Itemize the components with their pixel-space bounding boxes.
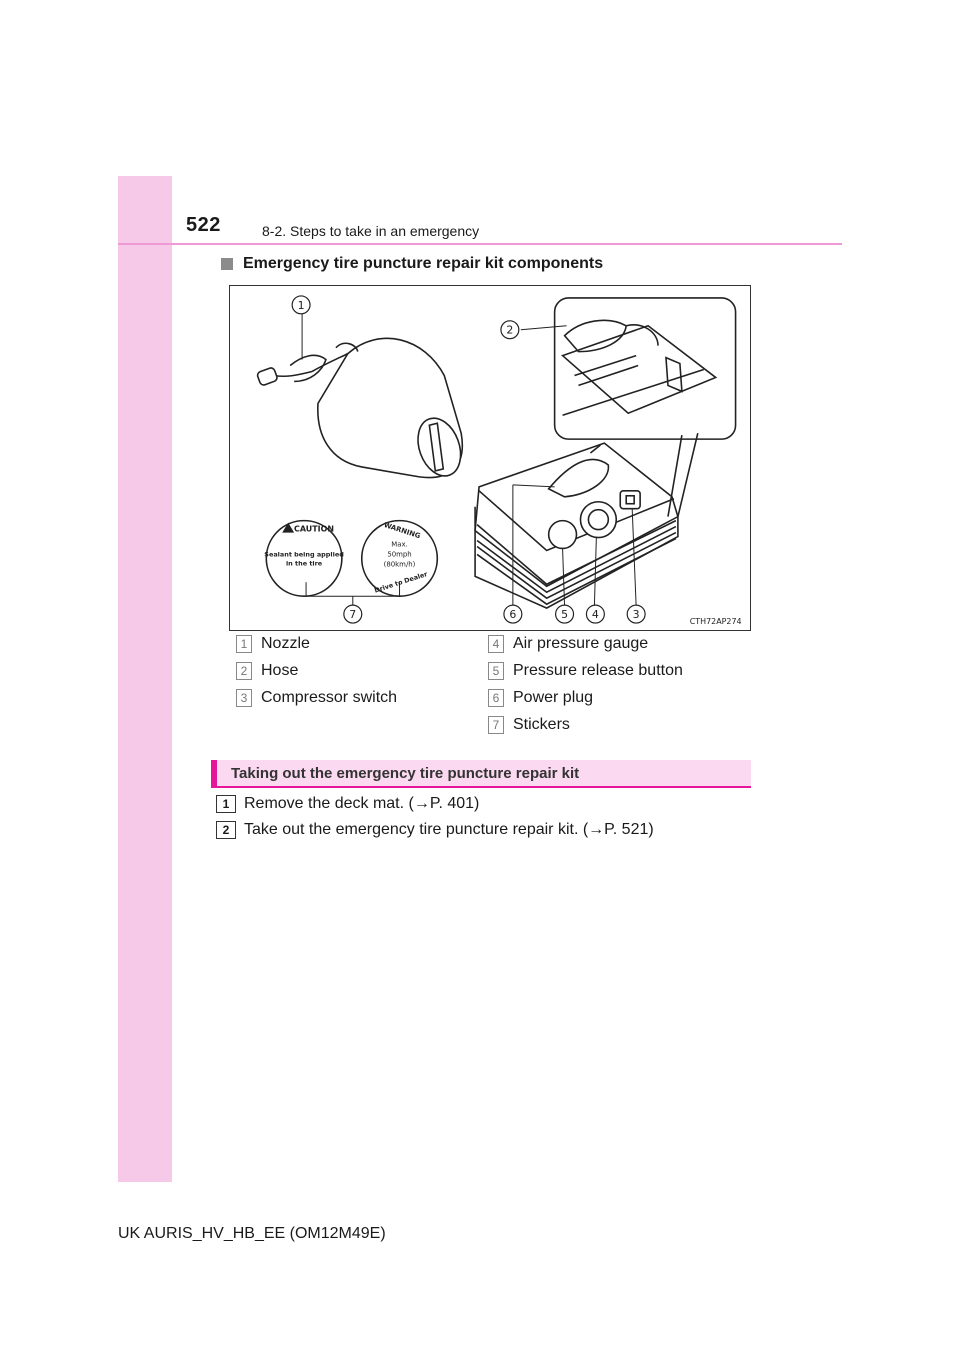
sticker-warning-heading: WARNING	[382, 520, 422, 541]
step-number: 1	[216, 795, 236, 813]
procedure-step-1	[216, 795, 479, 813]
callout-1: 1	[297, 298, 305, 312]
step-text: Remove the deck mat. (→P. 401)	[244, 795, 480, 812]
legend-item-power-plug	[488, 689, 593, 707]
legend-item-hose	[236, 662, 298, 680]
procedure-title: Taking out the emergency tire puncture repair kit	[231, 765, 580, 782]
legend-label: Stickers	[513, 716, 570, 733]
footer-model-code: UK AURIS_HV_HB_EE (OM12M49E)	[118, 1225, 386, 1242]
callout-5: 5	[561, 608, 569, 622]
side-band	[118, 176, 172, 1182]
legend-item-pressure-release-button	[488, 662, 683, 680]
header-rule	[118, 243, 842, 245]
legend-label: Air pressure gauge	[513, 635, 649, 652]
subheading	[221, 255, 603, 273]
procedure-header	[211, 760, 751, 788]
sticker-warning-line1: Max.	[391, 540, 408, 549]
sealant-bottle	[257, 338, 469, 482]
sticker-caution-line2: in the tire	[285, 559, 323, 568]
callout-6: 6	[509, 608, 517, 622]
legend-item-air-pressure-gauge	[488, 635, 648, 653]
subheading-text: Emergency tire puncture repair kit components	[243, 255, 604, 272]
sticker-warning-arc: Drive to Dealer	[373, 570, 429, 595]
legend-item-nozzle	[236, 635, 310, 653]
legend-num: 7	[488, 716, 504, 734]
page-number: 522	[186, 214, 221, 236]
legend-label: Pressure release button	[513, 662, 683, 679]
legend-label: Power plug	[513, 689, 594, 706]
section-title: 8-2. Steps to take in an emergency	[262, 223, 480, 239]
repair-kit-illustration	[229, 285, 751, 631]
legend-num: 4	[488, 635, 504, 653]
sticker-warning-line2: 50mph	[387, 550, 412, 559]
callout-7: 7	[349, 608, 357, 622]
callout-3: 3	[632, 608, 640, 622]
legend-num: 6	[488, 689, 504, 707]
legend-num: 1	[236, 635, 252, 653]
procedure-step-2	[216, 821, 654, 839]
legend	[236, 635, 736, 743]
step-number: 2	[216, 821, 236, 839]
legend-item-stickers	[488, 716, 570, 734]
legend-label: Compressor switch	[261, 689, 398, 706]
step-text: Take out the emergency tire puncture repair kit. (→P. 521)	[244, 821, 654, 838]
legend-num: 2	[236, 662, 252, 680]
callout-2: 2	[506, 323, 514, 337]
compressor-body	[475, 443, 678, 608]
callout-4: 4	[591, 608, 599, 622]
legend-num: 3	[236, 689, 252, 707]
sticker-caution-line1: Sealant being applied	[264, 550, 344, 559]
sticker-warning-line3: (80km/h)	[383, 560, 416, 569]
legend-item-compressor-switch	[236, 689, 397, 707]
sticker-caution-heading: CAUTION	[294, 524, 334, 534]
square-bullet-icon	[221, 258, 233, 270]
figure-code: CTH72AP274	[689, 617, 742, 627]
legend-label: Nozzle	[261, 635, 310, 652]
legend-label: Hose	[261, 662, 299, 679]
legend-num: 5	[488, 662, 504, 680]
